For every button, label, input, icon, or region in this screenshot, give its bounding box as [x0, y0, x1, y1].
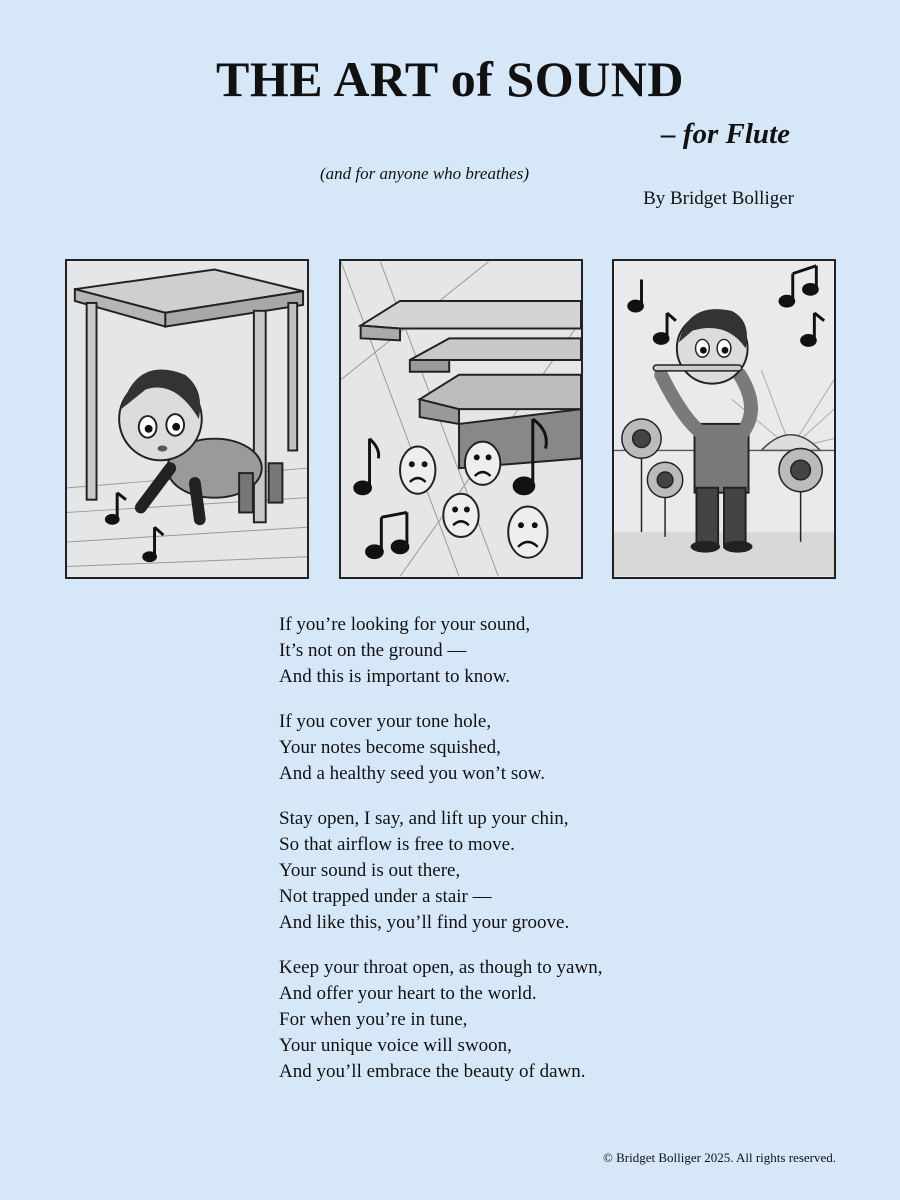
- poem-line: Your sound is out there,: [279, 860, 461, 881]
- poem-line: And this is important to know.: [279, 666, 510, 687]
- poem-stanza: [279, 806, 602, 936]
- poem-line: It’s not on the ground —: [279, 640, 467, 661]
- child-playing-flute-illustration: [612, 259, 836, 579]
- page-title: THE ART of SOUND: [216, 51, 684, 107]
- poem-line: And like this, you’ll find your groove.: [279, 912, 570, 933]
- child-playing-flute-drawing: [614, 261, 834, 577]
- poem-line: And offer your heart to the world.: [279, 983, 537, 1004]
- poem: [279, 612, 602, 1104]
- author-byline: By Bridget Bolliger: [643, 188, 794, 209]
- poem-stanza: [279, 709, 602, 787]
- copyright-notice: © Bridget Bolliger 2025. All rights reserved.: [602, 1150, 836, 1165]
- poem-line: If you cover your tone hole,: [279, 711, 492, 732]
- poem-line: And a healthy seed you won’t sow.: [279, 763, 545, 784]
- poem-line: For when you’re in tune,: [279, 1009, 468, 1030]
- child-under-table-drawing: [67, 261, 307, 577]
- poem-line: If you’re looking for your sound,: [279, 614, 531, 635]
- poem-line: Keep your throat open, as though to yawn,: [279, 957, 603, 978]
- subtitle-note: (and for anyone who breathes): [320, 164, 530, 183]
- poem-stanza: [279, 612, 602, 690]
- poem-line: Not trapped under a stair —: [279, 886, 492, 907]
- subtitle: – for Flute: [661, 118, 790, 150]
- sad-notes-under-stairs-illustration: [339, 259, 583, 579]
- poem-line: Stay open, I say, and lift up your chin,: [279, 808, 569, 829]
- poem-line: Your notes become squished,: [279, 737, 501, 758]
- sad-notes-under-stairs-drawing: [341, 261, 581, 577]
- poem-line: So that airflow is free to move.: [279, 834, 515, 855]
- poem-line: And you’ll embrace the beauty of dawn.: [279, 1061, 586, 1082]
- child-under-table-illustration: [65, 259, 309, 579]
- poem-line: Your unique voice will swoon,: [279, 1035, 512, 1056]
- poem-stanza: [279, 955, 602, 1085]
